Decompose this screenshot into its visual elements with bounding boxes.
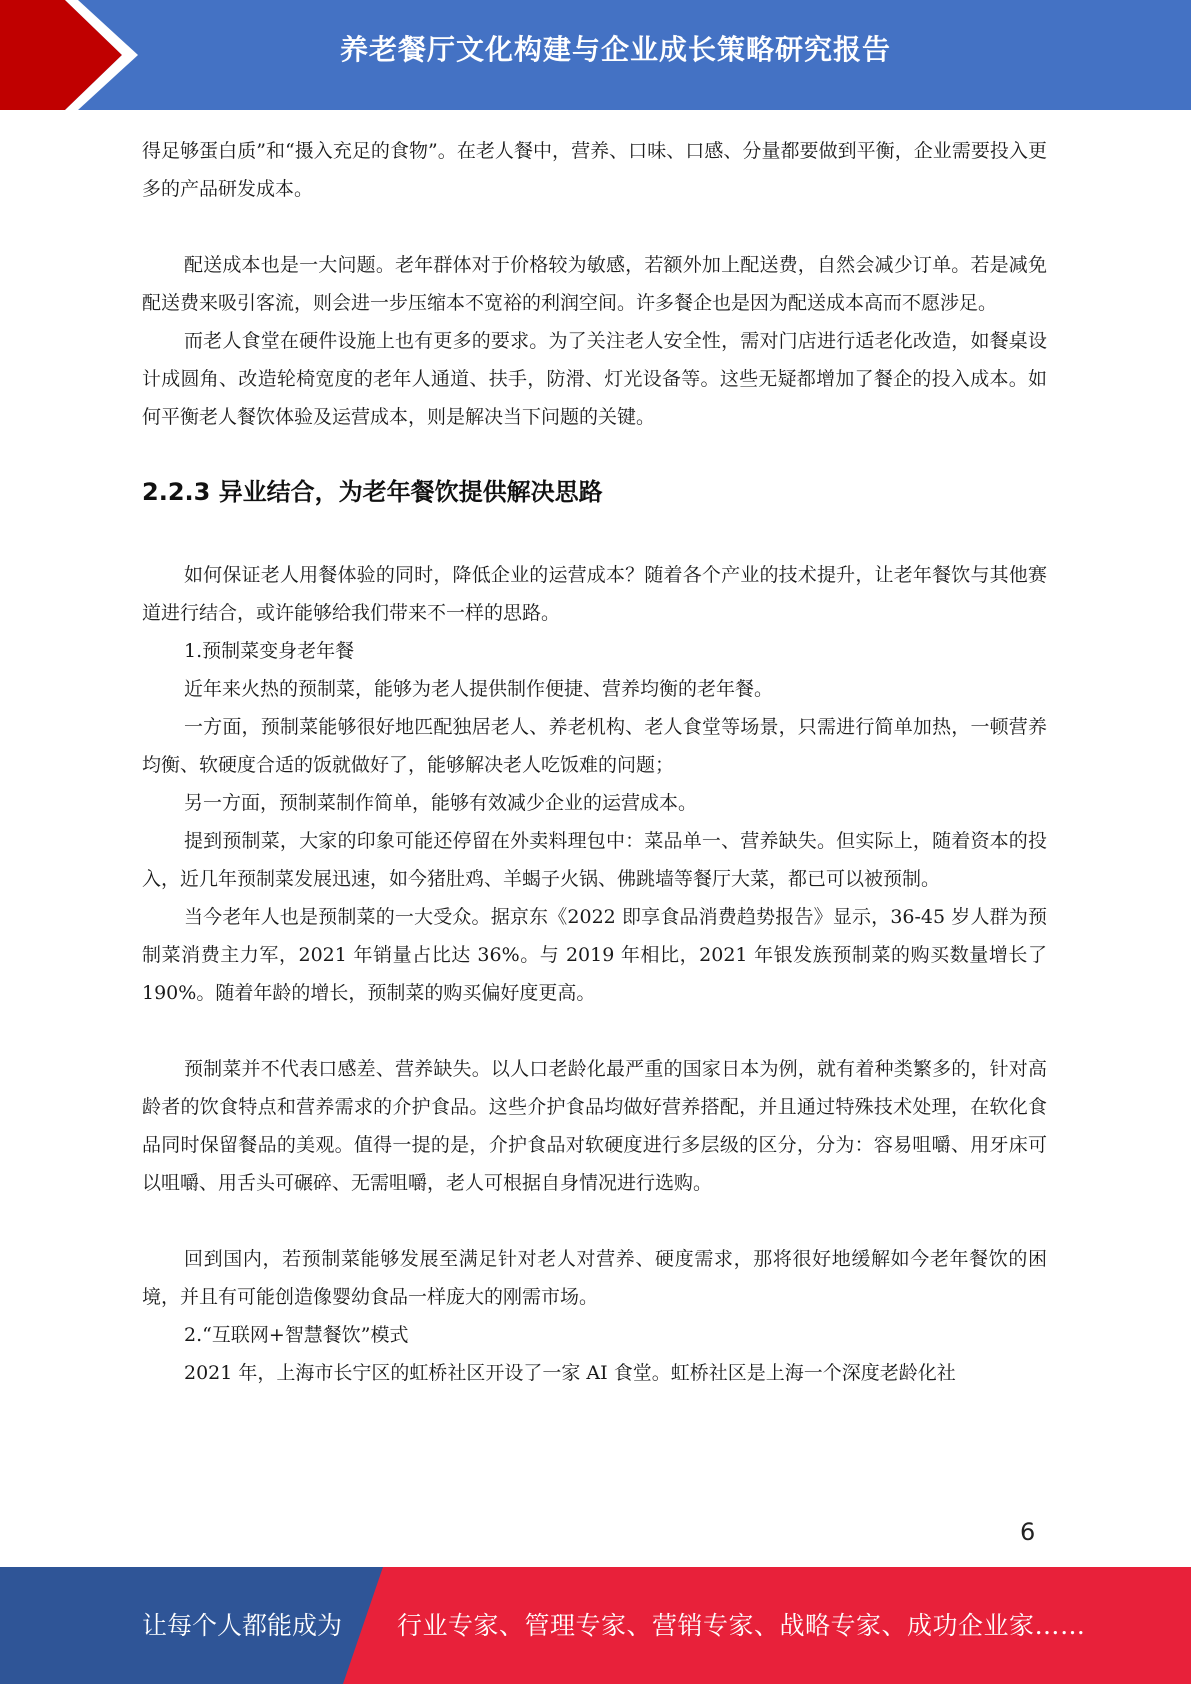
paragraph: 另一方面，预制菜制作简单，能够有效减少企业的运营成本。 — [184, 792, 698, 814]
page-footer — [0, 1567, 1191, 1684]
paragraph: 一方面，预制菜能够很好地匹配独居老人、养老机构、老人食堂等场景，只需进行简单加热，一顿营养均衡、软硬度合适的饭就做好了，能够解决老人吃饭难的问题； — [142, 716, 1047, 776]
paragraph: 近年来火热的预制菜，能够为老人提供制作便捷、营养均衡的老年餐。 — [184, 678, 774, 700]
page-number: 6 — [1020, 1518, 1036, 1546]
paragraph: 预制菜并不代表口感差、营养缺失。以人口老龄化最严重的国家日本为例，就有着种类繁多的，针对高龄者的饮食特点和营养需求的介护食品。这些介护食品均做好营养搭配，并且通过特殊技术处理，在软化食品同时保留餐品的美观。值得一提的是，介护食品对软硬度进行多层级的区分，分为：容易咀嚼、用牙床可以咀嚼、用舌头可碾碎、无需咀嚼，老人可根据自身情况进行选购。 — [142, 1058, 1047, 1194]
paragraph: 当今老年人也是预制菜的一大受众。据京东《2022 即享食品消费趋势报告》显示，36-45 岁人群为预制菜消费主力军，2021 年销量占比达 36%。与 2019 年相比，2021 年银发族预制菜的购买数量增长了 190%。随着年龄的增长，预制菜的购买偏好度更高。 — [142, 906, 1047, 1004]
paragraph: 提到预制菜，大家的印象可能还停留在外卖料理包中：菜品单一、营养缺失。但实际上，随着资本的投入，近几年预制菜发展迅速，如今猪肚鸡、羊蝎子火锅、佛跳墙等餐厅大菜，都已可以被预制。 — [142, 830, 1047, 890]
page-content — [142, 132, 1047, 1392]
paragraph: 回到国内，若预制菜能够发展至满足针对老人对营养、硬度需求，那将很好地缓解如今老年餐饮的困境，并且有可能创造像婴幼食品一样庞大的刚需市场。 — [142, 1248, 1047, 1308]
footer-slogan-left: 让每个人都能成为 — [142, 1611, 343, 1640]
list-heading: 1.预制菜变身老年餐 — [184, 640, 355, 662]
list-heading: 2.“互联网+智慧餐饮”模式 — [184, 1324, 409, 1346]
page-header — [0, 0, 1191, 110]
paragraph: 得足够蛋白质”和“摄入充足的食物”。在老人餐中，营养、口味、口感、分量都要做到平衡，企业需要投入更多的产品研发成本。 — [142, 140, 1047, 200]
footer-slogan-right: 行业专家、管理专家、营销专家、战略专家、成功企业家…… — [397, 1611, 1086, 1640]
paragraph: 2021 年，上海市长宁区的虹桥社区开设了一家 AI 食堂。虹桥社区是上海一个深度老龄化社 — [184, 1362, 956, 1384]
paragraph: 如何保证老人用餐体验的同时，降低企业的运营成本？随着各个产业的技术提升，让老年餐饮与其他赛道进行结合，或许能够给我们带来不一样的思路。 — [142, 564, 1047, 624]
section-heading: 2.2.3 异业结合，为老年餐饮提供解决思路 — [142, 478, 603, 506]
report-title: 养老餐厅文化构建与企业成长策略研究报告 — [339, 33, 891, 66]
paragraph: 配送成本也是一大问题。老年群体对于价格较为敏感，若额外加上配送费，自然会减少订单。若是减免配送费来吸引客流，则会进一步压缩本不宽裕的利润空间。许多餐企也是因为配送成本高而不愿涉足。 — [142, 254, 1047, 314]
paragraph: 而老人食堂在硬件设施上也有更多的要求。为了关注老人安全性，需对门店进行适老化改造，如餐桌设计成圆角、改造轮椅宽度的老年人通道、扶手，防滑、灯光设备等。这些无疑都增加了餐企的投入成本。如何平衡老人餐饮体验及运营成本，则是解决当下问题的关键。 — [142, 330, 1047, 428]
